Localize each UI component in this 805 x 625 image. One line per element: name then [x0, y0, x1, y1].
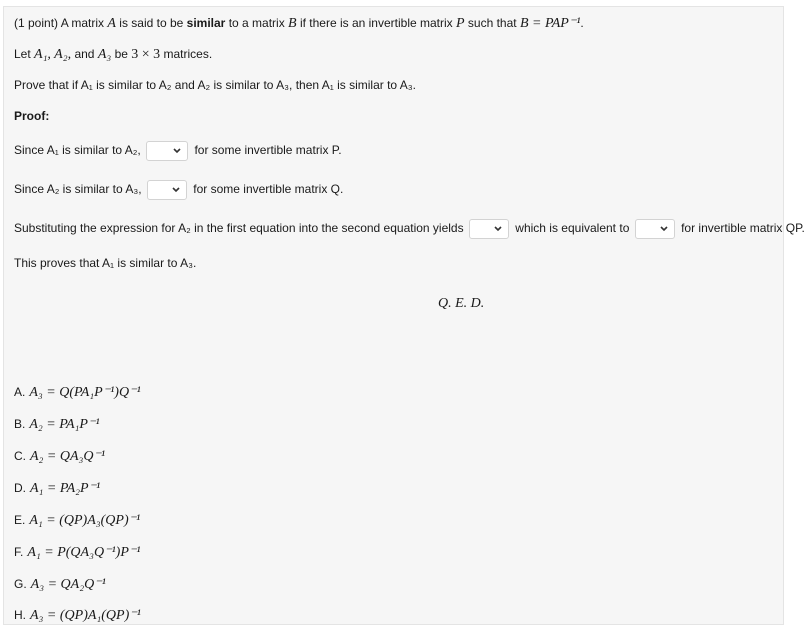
dropdown-step-2[interactable]: [147, 180, 187, 200]
option-d: D. A₁ = PA₂P⁻¹: [14, 481, 101, 496]
proof-step-3: Substituting the expression for A₂ in the first equation into the second equation yields which is equivalent to for invertible matrix QP.: [14, 219, 805, 239]
qed-mark: Q. E. D.: [438, 296, 485, 311]
problem-panel: [3, 6, 805, 625]
let-statement: Let A₁, A₂, and A₃ be 3 × 3 matrices.: [14, 47, 213, 62]
proof-step-1: Since A₁ is similar to A₂, for some invertible matrix P.: [14, 141, 342, 161]
chevron-down-icon: [172, 145, 182, 157]
option-h: H. A₃ = (QP)A₁(QP)⁻¹: [14, 608, 141, 623]
chevron-down-icon: [659, 223, 669, 235]
similarity-definition: B = PAP⁻¹: [519, 16, 581, 31]
option-a: A. A₃ = Q(PA₁P⁻¹)Q⁻¹: [14, 385, 141, 400]
dropdown-step-1[interactable]: [146, 141, 188, 161]
option-b: B. A₂ = PA₁P⁻¹: [14, 417, 100, 432]
prove-statement: Prove that if A₁ is similar to A₂ and A₂ is similar to A₃, then A₁ is similar to A₃.: [14, 78, 417, 92]
option-e: E. A₁ = (QP)A₃(QP)⁻¹: [14, 513, 141, 528]
dropdown-step-4[interactable]: [635, 219, 675, 239]
option-g: G. A₃ = QA₂Q⁻¹: [14, 577, 106, 592]
problem-intro: (1 point) A matrix A is said to be similar to a matrix B if there is an invertible matrix P such that B = PAP⁻¹.: [14, 16, 584, 31]
proof-label: Proof:: [14, 109, 50, 123]
proof-conclusion: This proves that A₁ is similar to A₃.: [14, 256, 197, 270]
dropdown-step-3[interactable]: [469, 219, 509, 239]
proof-step-2: Since A₂ is similar to A₃, for some invertible matrix Q.: [14, 180, 343, 200]
option-f: F. A₁ = P(QA₃Q⁻¹)P⁻¹: [14, 545, 141, 560]
chevron-down-icon: [171, 184, 181, 196]
chevron-down-icon: [493, 223, 503, 235]
option-c: C. A₂ = QA₃Q⁻¹: [14, 449, 106, 464]
